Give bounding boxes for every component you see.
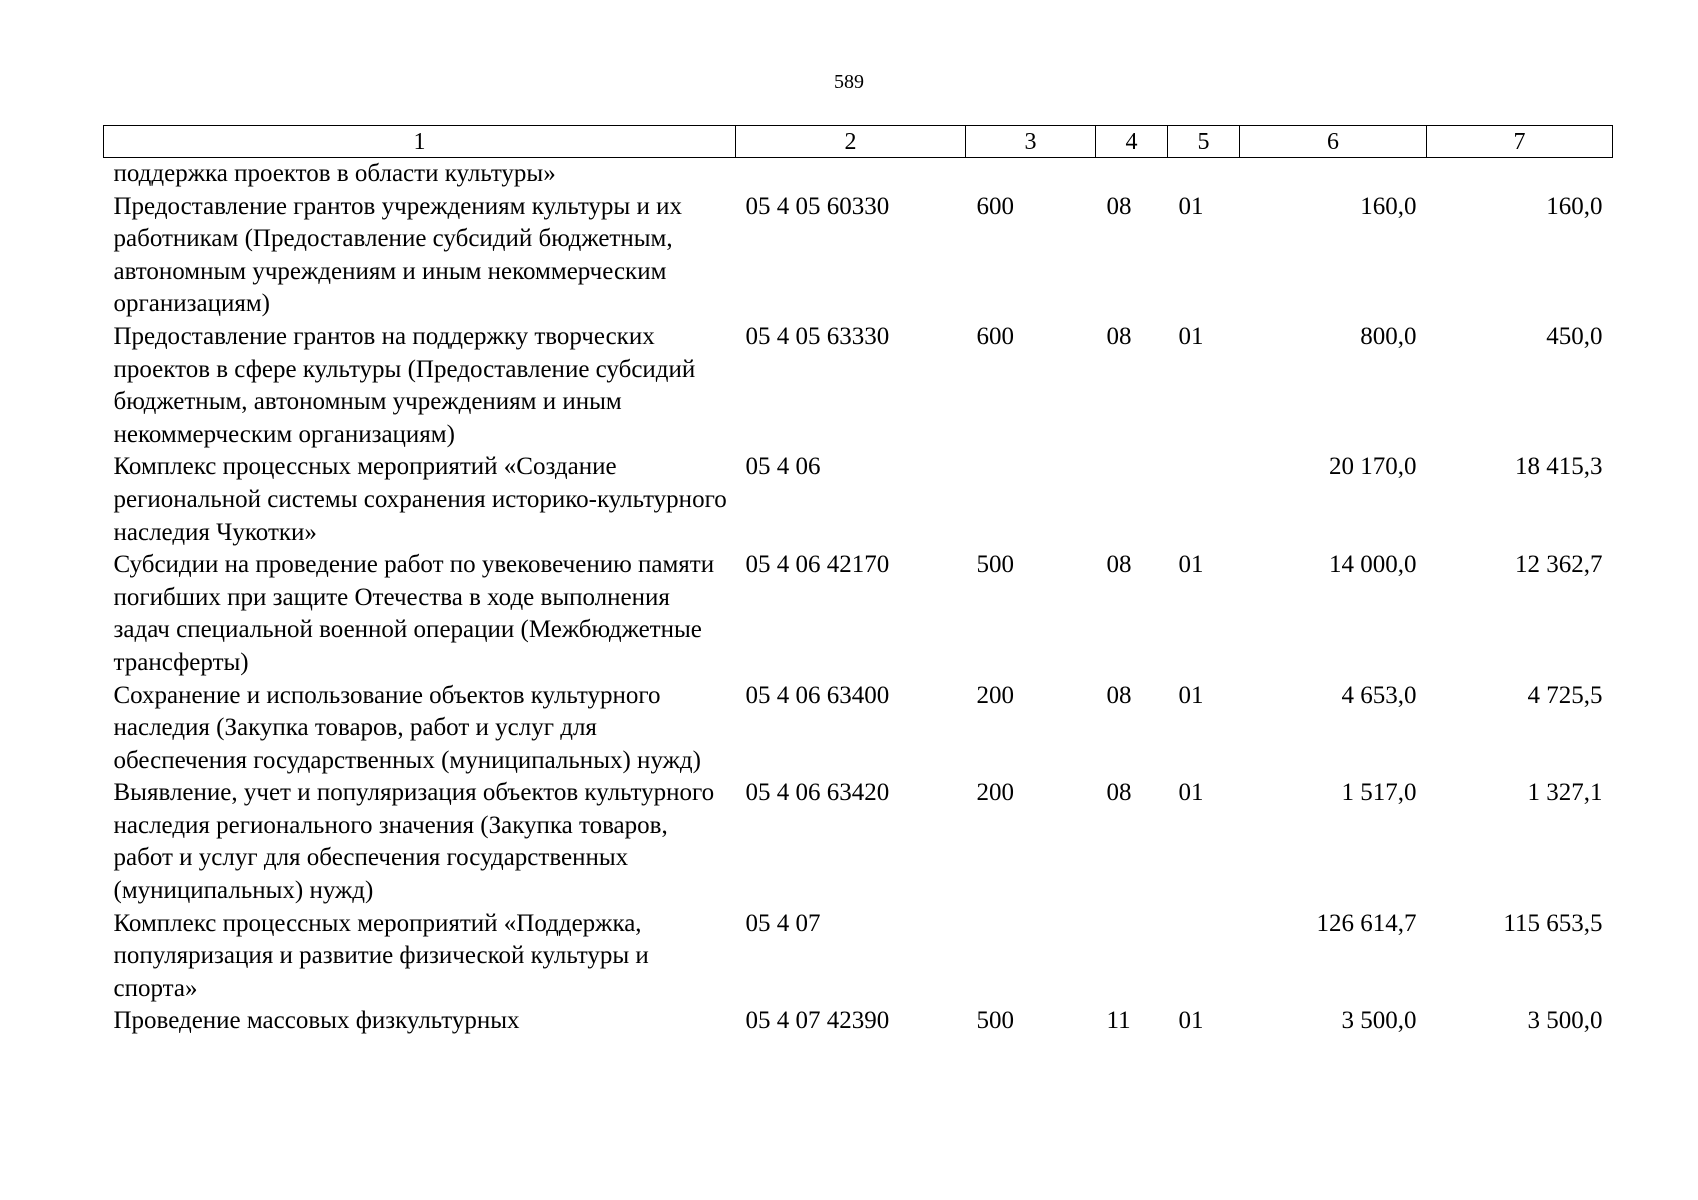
row-name: Предоставление грантов на поддержку творческих проектов в сфере культуры (Предоставление субсидий бюджетным, автономным учреждениям и иным некоммерческим организациям) [113,322,696,448]
row-col5: 01 [1178,192,1204,220]
row-col4 [1096,908,1168,1006]
table-row [104,680,1613,778]
row-col5 [1168,451,1240,549]
row-col3: 600 [976,322,1014,350]
row-col4 [1096,451,1168,549]
row-value-6: 126 614,7 [1316,909,1417,937]
table-row [104,1005,1613,1038]
row-value-6: 3 500,0 [1341,1007,1417,1035]
row-col5: 01 [1178,779,1204,807]
row-value-6: 20 170,0 [1329,453,1417,481]
row-col3: 200 [976,779,1014,807]
row-col5: 01 [1178,551,1204,579]
row-col5: 01 [1178,322,1204,350]
row-value-7: 18 415,3 [1515,453,1603,481]
row-col5 [1168,158,1240,191]
row-col5: 01 [1178,681,1204,709]
row-col4: 08 [1106,322,1132,350]
row-col3: 600 [976,192,1014,220]
row-col4: 08 [1106,779,1132,807]
row-col4 [1096,158,1168,191]
row-name: Комплекс процессных мероприятий «Поддержка, популяризация и развитие физической культуры и спорта» [113,909,649,1002]
row-value-7: 12 362,7 [1515,551,1603,579]
row-value-7: 1 327,1 [1527,779,1603,807]
row-value-7: 160,0 [1546,192,1603,220]
row-value-6: 14 000,0 [1329,551,1417,579]
row-col3: 500 [976,1007,1014,1035]
table-row [104,451,1613,549]
row-code: 05 4 06 [745,453,821,481]
row-value-7: 115 653,5 [1503,909,1603,937]
row-name: Выявление, учет и популяризация объектов культурного наследия регионального значения (Закупка товаров, работ и услуг для обеспечения государственных (муниципальных) нужд) [113,779,715,905]
column-header-7: 7 [1427,126,1613,158]
row-col3: 200 [976,681,1014,709]
row-value-6: 1 517,0 [1341,779,1417,807]
column-header-5: 5 [1168,126,1240,158]
table-row [104,158,1613,191]
table-row [104,777,1613,907]
row-value-6: 4 653,0 [1341,681,1417,709]
row-code: 05 4 06 63420 [745,779,890,807]
row-col4: 08 [1106,192,1132,220]
table-row [104,321,1613,451]
column-header-3: 3 [966,126,1096,158]
row-code: 05 4 06 63400 [745,681,890,709]
row-value-7 [1427,158,1613,191]
row-code: 05 4 06 42170 [745,551,890,579]
row-value-6: 160,0 [1360,192,1417,220]
row-col3 [966,158,1096,191]
row-col4: 11 [1106,1007,1131,1035]
row-col3: 500 [976,551,1014,579]
row-col3 [966,451,1096,549]
row-value-7: 4 725,5 [1527,681,1603,709]
row-value-6 [1240,158,1427,191]
row-name: Сохранение и использование объектов культурного наследия (Закупка товаров, работ и услуг для обеспечения государственных (муниципальных) нужд) [113,681,701,774]
row-name: Комплекс процессных мероприятий «Создание региональной системы сохранения историко-культурного наследия Чукотки» [113,453,727,546]
column-header-6: 6 [1240,126,1427,158]
row-code [736,158,966,191]
row-name: Проведение массовых физкультурных [113,1007,520,1035]
column-header-4: 4 [1096,126,1168,158]
row-col4: 08 [1106,681,1132,709]
row-col4: 08 [1106,551,1132,579]
header-row [104,126,1613,158]
row-col5: 01 [1178,1007,1204,1035]
row-name: Субсидии на проведение работ по увековечению памяти погибших при защите Отечества в ходе выполнения задач специальной военной операции (Межбюджетные трансферты) [113,551,715,676]
table-row [104,191,1613,321]
page-number: 589 [834,71,864,93]
row-value-7: 3 500,0 [1527,1007,1603,1035]
row-code: 05 4 07 [745,909,821,937]
table-row [104,908,1613,1006]
row-code: 05 4 05 63330 [745,322,890,350]
row-value-6: 800,0 [1360,322,1417,350]
table-row [104,549,1613,679]
column-header-1: 1 [104,126,736,158]
row-code: 05 4 07 42390 [745,1007,890,1035]
row-col5 [1168,908,1240,1006]
budget-table [103,125,1613,1038]
row-value-7: 450,0 [1546,322,1603,350]
row-name: Предоставление грантов учреждениям культуры и их работникам (Предоставление субсидий бюджетным, автономным учреждениям и иным некоммерческим организациям) [113,192,682,318]
row-col3 [966,908,1096,1006]
row-name: поддержка проектов в области культуры» [113,160,556,187]
row-code: 05 4 05 60330 [745,192,890,220]
column-header-2: 2 [736,126,966,158]
